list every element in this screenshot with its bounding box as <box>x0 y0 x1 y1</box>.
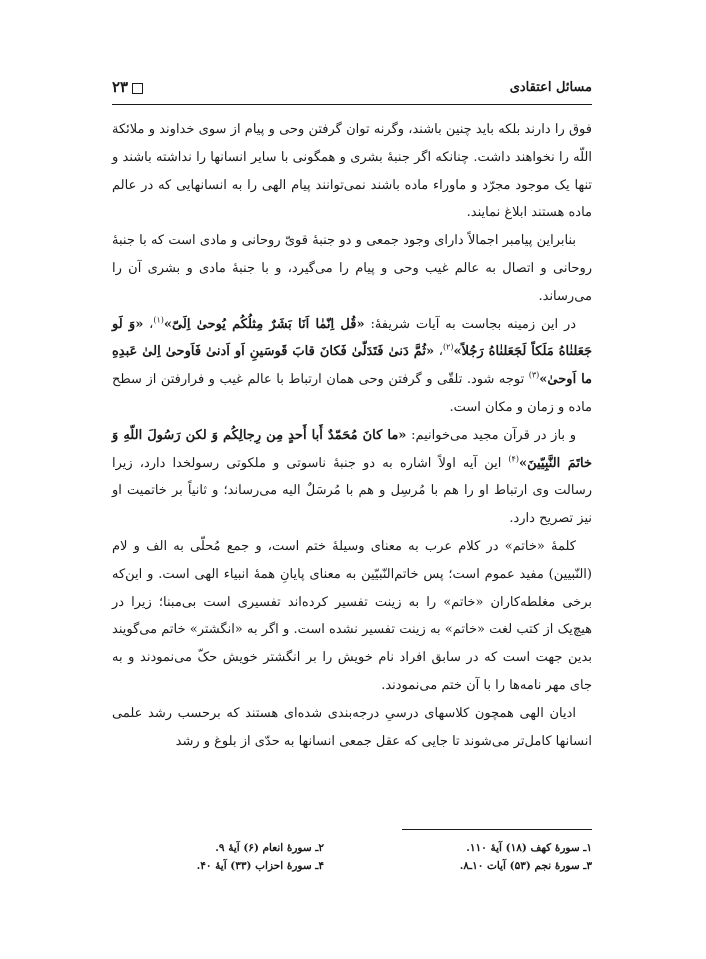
quran-quote-2: «وَ لَو جَعَلنٰاهُ مَلَکاً لَجَعَلنٰاهُ رَجُلاً» <box>112 316 593 360</box>
running-title: مسائل اعتقادی <box>509 80 592 95</box>
paragraph-3-tail: توجه شود. تلقّی و گرفتن وحی همان ارتباط با عالم غیب و فرارفتن از سطح ماده و زمان و مکان است. <box>112 372 592 415</box>
paragraph-1: فوق را دارند بلکه باید چنین باشند، وگرنه توان گرفتن وحی و پیام از سوی خداوند و ملائکة اللّه را نخواهند داشت. چنانکه اگر جنبهٔ بشری و همگونی با سایر انسانها را نداشته باشند و تنها یک موجود مجرّد و ماوراء ماده باشند نمی‌توانند پیام الهی را به انسانهایی که در عالم ماده هستند ابلاغ نمایند. <box>112 122 592 221</box>
quran-quote-1: «قُل اِنّمٰا اَنَا بَشَرٌ مِثلُکُم یُوحیٰ اِلَیّ» <box>163 316 365 332</box>
square-ornament-icon <box>132 83 143 94</box>
quran-quote-3: «ثُمَّ دَنیٰ فَتَدَلّیٰ فَکانَ قابَ قَوسَینِ اَو اَدنیٰ فَاَوحیٰ اِلیٰ عَبدِهِ ما اَوحیٰ» <box>112 344 593 388</box>
separator: ، <box>434 344 443 360</box>
footnote-2: ۲ـ سورهٔ انعام (۶) آیهٔ ۹. <box>215 842 324 854</box>
quran-quote-4: «ما کانَ مُحَمّدٌ أَبا أَحدٍ مِن رِجالِکُم وَ لکن رَسُولَ اللّهِ وَ خاتَمَ النَّبِیّینَ» <box>112 427 593 471</box>
paragraph-3 <box>112 311 592 422</box>
page-header <box>112 78 592 100</box>
paragraph-4-lead: و باز در قرآن مجید می‌خوانیم: <box>406 427 576 443</box>
paragraph-3-lead: در این زمینه بجاست به آیات شریفهٔ: <box>364 316 577 332</box>
footnote-3: ۳ـ سورهٔ نجم (۵۳) آیات ۱۰ـ۸. <box>459 860 592 872</box>
main-text <box>112 116 592 755</box>
paragraph-5: کلمهٔ «خاتم» در کلام عرب به معنای وسیلهٔ ختم است، و جمع مُحلّی به الف و لام (النّبیین) مفید عموم است؛ پس خاتم‌النّبیّین به معنای پایانِ همهٔ انبیاء الهی است. و این‌که برخی مغلطه‌کاران «خاتم» را به زینت تفسیر کرده‌اند تفسیری است بی‌مبنا؛ زیرا در هیچ‌یک از کتب لغت «خاتم» به زینت تفسیر نشده است. و اگر به «انگشتر» خاتم می‌گویند بدین جهت است که در سابق افراد نام خویش را بر انگشتر خویش حکّ می‌نمودند و به جای مهر نامه‌ها را با آن ختم می‌نمودند. <box>112 538 592 693</box>
footnote-ref-3: (۳) <box>528 370 540 380</box>
footnote-ref-1: (۱) <box>153 315 164 325</box>
footnote-rule <box>402 829 592 830</box>
page-number <box>112 78 143 96</box>
footnote-ref-2: (۲) <box>442 343 454 353</box>
footnote-4: ۴ـ سورهٔ احزاب (۳۳) آیهٔ ۴۰. <box>196 860 324 872</box>
paragraph-4-tail: این آیه اولاً اشاره به دو جنبهٔ ناسوتی و ملکوتی رسولخدا دارد، زیرا رسالت وی ارتباط او را هم با مُرسِل و هم با مُرسَلٌ الیه می‌رساند؛ و ثانیاً بر خاتمیت او نیز تصریح دارد. <box>112 455 592 527</box>
header-rule <box>112 104 592 105</box>
footnote-1: ۱ـ سورهٔ کهف (۱۸) آیهٔ ۱۱۰. <box>466 842 592 854</box>
paragraph-2: بنابراین پیامبر اجمالاً دارای وجود جمعی و دو جنبهٔ قویّ روحانی و مادی است که با جنبهٔ روحانی و اتصال به عالم غیب وحی و پیام را می‌گیرد، و با جنبهٔ مادی و بشری آن را می‌رساند. <box>112 233 592 304</box>
paragraph-6: ادیان الهی همچون کلاسهای درسیِ درجه‌بندی شده‌ای هستند که برحسب رشد علمی انسانها کامل‌تر می‌شوند تا جایی که عقل جمعی انسانها به حدّی از بلوغ و رشد <box>112 705 592 749</box>
page-number-text: ۲۳ <box>112 78 129 96</box>
paragraph-4 <box>112 422 592 533</box>
footnote-ref-4: (۴) <box>508 454 519 464</box>
separator: ، <box>143 316 154 332</box>
